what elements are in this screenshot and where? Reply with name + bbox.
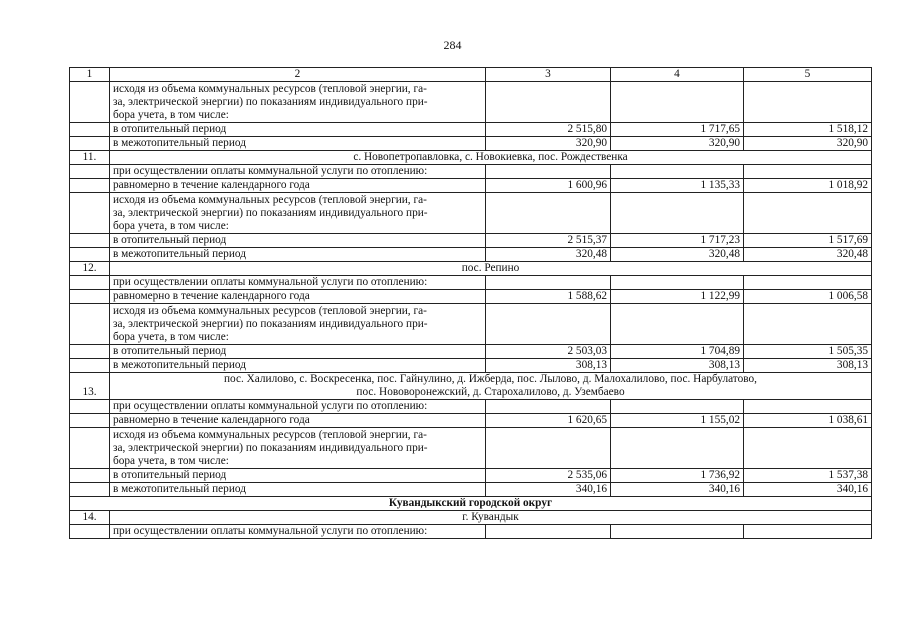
value-col-4: 340,16: [611, 483, 744, 497]
row-number: [70, 359, 110, 373]
value-col-5: 1 038,61: [744, 414, 872, 428]
row-label: в межотопительный период: [110, 483, 486, 497]
value-col-3: [486, 525, 611, 539]
value-col-4: [611, 525, 744, 539]
value-col-5: [744, 428, 872, 469]
value-col-3: [486, 304, 611, 345]
value-col-5: 1 537,38: [744, 469, 872, 483]
value-col-3: [486, 82, 611, 123]
row-number: [70, 414, 110, 428]
header-col-3: 3: [486, 68, 611, 82]
row-number: [70, 290, 110, 304]
value-col-4: [611, 400, 744, 414]
row-number: [70, 345, 110, 359]
row-label: исходя из объема коммунальных ресурсов (тепловой энергии, га- за, электрической энергии) по показаниям индивидуального при- бора учета, в том числе:: [110, 304, 486, 345]
section-row: [70, 262, 872, 276]
value-col-3: [486, 428, 611, 469]
table-row: [70, 483, 872, 497]
row-label: в межотопительный период: [110, 248, 486, 262]
tariff-table: [69, 67, 872, 539]
value-col-3: 320,48: [486, 248, 611, 262]
section-number: 14.: [70, 511, 110, 525]
section-number: 13.: [70, 373, 110, 400]
row-number: [70, 304, 110, 345]
row-label: равномерно в течение календарного года: [110, 414, 486, 428]
value-col-5: [744, 400, 872, 414]
value-col-4: [611, 276, 744, 290]
section-title: пос. Халилово, с. Воскресенка, пос. Гайнулино, д. Ижберда, пос. Лылово, д. Малохалилово, пос. Нарбулатово, пос. Нововоронежский, д. Старохалилово, д. Узембаево: [110, 373, 872, 400]
value-col-4: 1 704,89: [611, 345, 744, 359]
table-row: [70, 414, 872, 428]
value-col-5: 320,90: [744, 137, 872, 151]
value-col-3: [486, 400, 611, 414]
table-row: [70, 290, 872, 304]
value-col-4: [611, 165, 744, 179]
table-row: [70, 248, 872, 262]
table-row: [70, 428, 872, 469]
value-col-4: 320,48: [611, 248, 744, 262]
section-title: пос. Репино: [110, 262, 872, 276]
section-number: 12.: [70, 262, 110, 276]
region-title: Кувандыкский городской округ: [70, 497, 872, 511]
row-label: при осуществлении оплаты коммунальной услуги по отоплению:: [110, 165, 486, 179]
row-label: при осуществлении оплаты коммунальной услуги по отоплению:: [110, 525, 486, 539]
header-col-1: 1: [70, 68, 110, 82]
value-col-5: 1 518,12: [744, 123, 872, 137]
value-col-4: 1 717,65: [611, 123, 744, 137]
value-col-5: 1 018,92: [744, 179, 872, 193]
value-col-3: [486, 193, 611, 234]
value-col-4: [611, 304, 744, 345]
value-col-5: 308,13: [744, 359, 872, 373]
value-col-5: 1 517,69: [744, 234, 872, 248]
value-col-3: 2 535,06: [486, 469, 611, 483]
value-col-4: [611, 82, 744, 123]
row-number: [70, 123, 110, 137]
value-col-4: 1 736,92: [611, 469, 744, 483]
table-row: [70, 304, 872, 345]
value-col-4: 1 122,99: [611, 290, 744, 304]
row-label: равномерно в течение календарного года: [110, 179, 486, 193]
row-label: равномерно в течение календарного года: [110, 290, 486, 304]
value-col-3: [486, 165, 611, 179]
table-row: [70, 123, 872, 137]
section-title: с. Новопетропавловка, с. Новокиевка, пос. Рождественка: [110, 151, 872, 165]
table-row: [70, 193, 872, 234]
section-row: [70, 151, 872, 165]
row-number: [70, 400, 110, 414]
header-col-4: 4: [611, 68, 744, 82]
value-col-4: [611, 193, 744, 234]
header-col-5: 5: [744, 68, 872, 82]
table-row: [70, 525, 872, 539]
row-number: [70, 165, 110, 179]
value-col-4: 320,90: [611, 137, 744, 151]
row-label: в отопительный период: [110, 234, 486, 248]
value-col-3: [486, 276, 611, 290]
value-col-5: 320,48: [744, 248, 872, 262]
section-row: [70, 511, 872, 525]
row-number: [70, 469, 110, 483]
header-col-2: 2: [110, 68, 486, 82]
row-number: [70, 179, 110, 193]
value-col-3: 2 515,80: [486, 123, 611, 137]
row-label: при осуществлении оплаты коммунальной услуги по отоплению:: [110, 400, 486, 414]
value-col-3: 340,16: [486, 483, 611, 497]
value-col-3: 308,13: [486, 359, 611, 373]
value-col-5: 1 006,58: [744, 290, 872, 304]
table-row: [70, 234, 872, 248]
region-row: [70, 497, 872, 511]
value-col-5: [744, 276, 872, 290]
table-row: [70, 82, 872, 123]
table-row: [70, 137, 872, 151]
value-col-3: 1 588,62: [486, 290, 611, 304]
value-col-3: 2 503,03: [486, 345, 611, 359]
row-label: исходя из объема коммунальных ресурсов (тепловой энергии, га- за, электрической энергии) по показаниям индивидуального при- бора учета, в том числе:: [110, 193, 486, 234]
value-col-4: 1 155,02: [611, 414, 744, 428]
value-col-5: [744, 525, 872, 539]
row-number: [70, 525, 110, 539]
value-col-5: [744, 193, 872, 234]
section-title: г. Кувандык: [110, 511, 872, 525]
row-number: [70, 137, 110, 151]
value-col-5: [744, 304, 872, 345]
table-row: [70, 400, 872, 414]
row-label: в межотопительный период: [110, 137, 486, 151]
row-number: [70, 428, 110, 469]
value-col-5: [744, 82, 872, 123]
section-row: [70, 373, 872, 400]
table-row: [70, 469, 872, 483]
table-row: [70, 179, 872, 193]
row-label: исходя из объема коммунальных ресурсов (тепловой энергии, га- за, электрической энергии) по показаниям индивидуального при- бора учета, в том числе:: [110, 82, 486, 123]
row-label: в отопительный период: [110, 345, 486, 359]
value-col-3: 1 620,65: [486, 414, 611, 428]
value-col-3: 320,90: [486, 137, 611, 151]
row-number: [70, 193, 110, 234]
value-col-5: 340,16: [744, 483, 872, 497]
table-row: [70, 359, 872, 373]
value-col-4: 308,13: [611, 359, 744, 373]
table-row: [70, 345, 872, 359]
row-number: [70, 483, 110, 497]
row-number: [70, 248, 110, 262]
table-row: [70, 276, 872, 290]
row-label: исходя из объема коммунальных ресурсов (тепловой энергии, га- за, электрической энергии) по показаниям индивидуального при- бора учета, в том числе:: [110, 428, 486, 469]
row-number: [70, 276, 110, 290]
row-number: [70, 234, 110, 248]
value-col-3: 1 600,96: [486, 179, 611, 193]
page-number: 284: [443, 38, 462, 52]
row-number: [70, 82, 110, 123]
value-col-5: 1 505,35: [744, 345, 872, 359]
value-col-4: 1 717,23: [611, 234, 744, 248]
row-label: в межотопительный период: [110, 359, 486, 373]
value-col-5: [744, 165, 872, 179]
row-label: в отопительный период: [110, 469, 486, 483]
row-label: при осуществлении оплаты коммунальной услуги по отоплению:: [110, 276, 486, 290]
table-row: [70, 165, 872, 179]
header-row: [70, 68, 872, 82]
value-col-4: 1 135,33: [611, 179, 744, 193]
row-label: в отопительный период: [110, 123, 486, 137]
value-col-4: [611, 428, 744, 469]
value-col-3: 2 515,37: [486, 234, 611, 248]
section-number: 11.: [70, 151, 110, 165]
